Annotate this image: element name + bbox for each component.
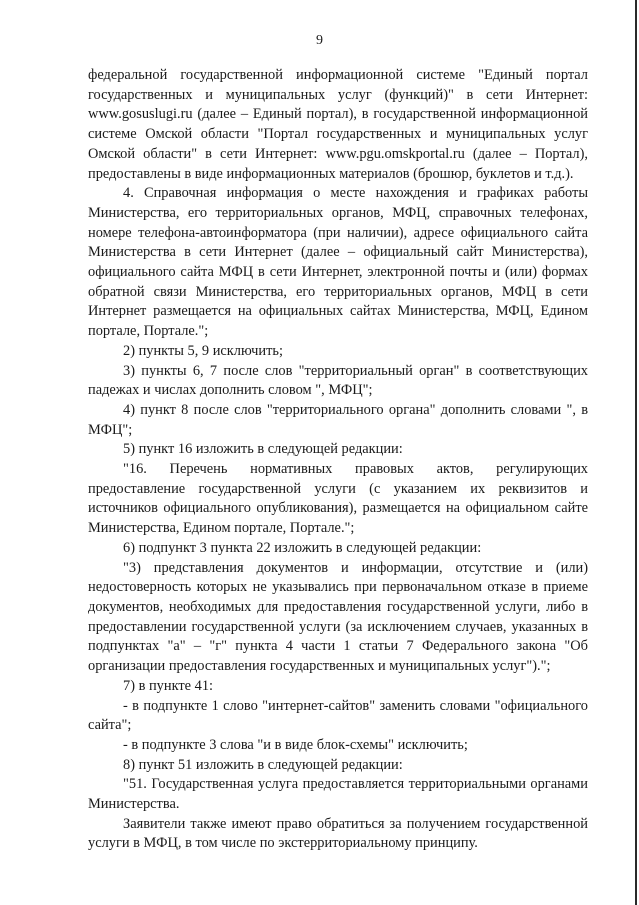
paragraph-amendment-2: 2) пункты 5, 9 исключить; [123, 342, 283, 359]
paragraph-amendment-7: 7) в пункте 41: [123, 677, 214, 694]
page-number: 9 [316, 33, 323, 48]
paragraph-amendment-5: 5) пункт 16 изложить в следующей редакции: [123, 441, 403, 458]
paragraph-item-51: "51. Государственная услуга предоставляется территориальными органами Министерства. [88, 776, 588, 813]
paragraph-amendment-3: 3) пункты 6, 7 после слов "территориальный орган" в соответствующих падежах и числах дополнить словом ", МФЦ"; [88, 362, 588, 399]
document-body [88, 66, 588, 854]
paragraph-item-4: 4. Справочная информация о месте нахождения и графиках работы Министерства, его территориальных органов, МФЦ, справочных телефонах, номере телефона-автоинформатора (при наличии), адресе официального сайта Министерства в сети Интернет (далее – официальный сайт Министерства), официального сайта МФЦ в сети Интернет, электронной почты и (или) формах обратной связи Министерства, его территориальных органов, МФЦ в сети Интернет размещается на официальных сайтах Министерства, МФЦ, Едином портале, Портале."; [88, 185, 588, 340]
paragraph-amendment-6: 6) подпункт 3 пункта 22 изложить в следующей редакции: [123, 539, 482, 556]
paragraph-amendment-7-b: - в подпункте 3 слова "и в виде блок-схемы" исключить; [123, 736, 468, 753]
paragraph-applicants: Заявители также имеют право обратиться за получением государственной услуги в МФЦ, в том числе по экстерриториальному принципу. [88, 815, 588, 852]
paragraph-amendment-8: 8) пункт 51 изложить в следующей редакции: [123, 756, 403, 773]
scan-edge-line [635, 0, 637, 905]
paragraph-amendment-7-a: - в подпункте 1 слово "интернет-сайтов" заменить словами "официального сайта"; [88, 697, 588, 734]
paragraph-item-16: "16. Перечень нормативных правовых актов, регулирующих предоставление государственной услуги (с указанием их реквизитов и источников официального опубликования), размещается на официальном сайте Министерства, Едином портале, Портале."; [88, 461, 588, 537]
paragraph-continuation: федеральной государственной информационной системе "Единый портал государственных и муниципальных услуг (функций)" в сети Интернет: www.gosuslugi.ru (далее – Единый портал), в государственной информационной системе Омской области "Портал государственных и муниципальных услуг Омской области" в сети Интернет: www.pgu.omskportal.ru (далее – Портал), предоставлены в виде информационных материалов (брошюр, буклетов и т.д.). [88, 67, 588, 182]
paragraph-subitem-3: "3) представления документов и информации, отсутствие и (или) недостоверность которых не указывались при первоначальном отказе в приеме документов, необходимых для предоставления государственной услуги, либо в предоставлении государственной услуги (за исключением случаев, указанных в подпунктах "а" – "г" пункта 4 части 1 статьи 7 Федерального закона "Об организации предоставления государственных и муниципальных услуг")."; [88, 559, 588, 675]
paragraph-amendment-4: 4) пункт 8 после слов "территориального органа" дополнить словами ", в МФЦ"; [88, 401, 588, 438]
